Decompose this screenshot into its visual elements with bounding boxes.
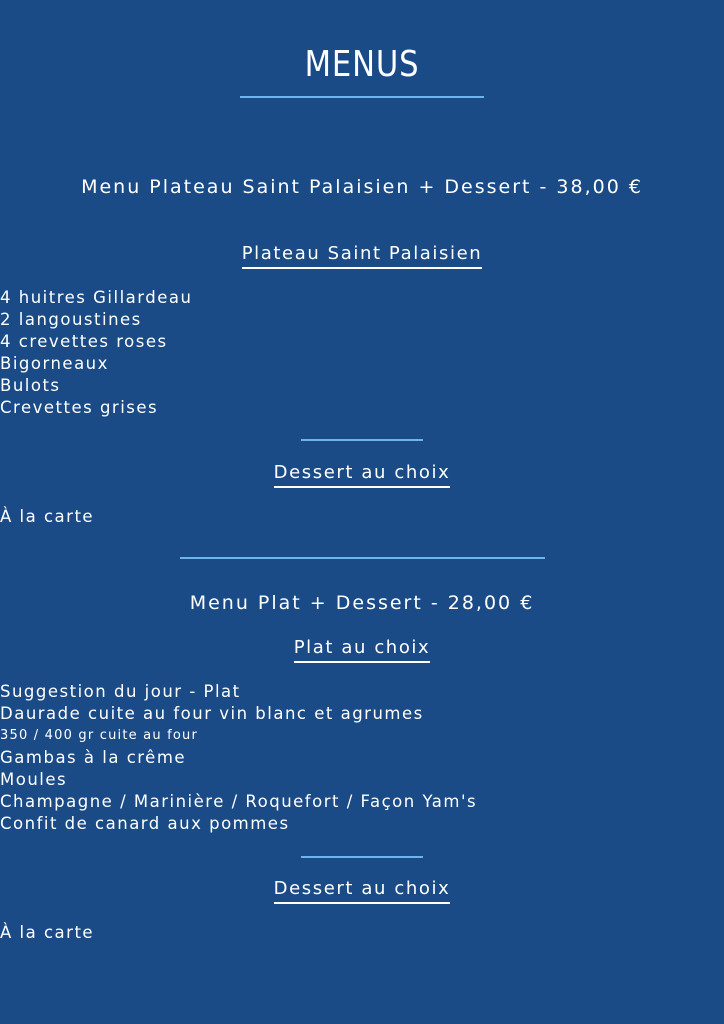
list-item: Confit de canard aux pommes	[0, 814, 290, 833]
plat-items-list	[0, 681, 724, 835]
list-item: Crevettes grises	[0, 398, 159, 417]
dessert-section-heading-2	[0, 878, 724, 899]
dessert-items-list-2	[0, 922, 724, 944]
list-item: Champagne / Marinière / Roquefort / Façon Yam's	[0, 792, 478, 811]
list-item: 4 crevettes roses	[0, 332, 168, 351]
plateau-section-heading	[0, 243, 724, 264]
plat-section-heading	[0, 637, 724, 658]
list-item: Bulots	[0, 376, 61, 395]
list-item: Moules	[0, 770, 68, 789]
plateau-items-list	[0, 287, 724, 419]
list-item: 4 huitres Gillardeau	[0, 288, 193, 307]
dessert-section-heading-text: Dessert au choix	[274, 462, 451, 488]
list-item: À la carte	[0, 923, 95, 942]
list-item: Suggestion du jour - Plat	[0, 682, 241, 701]
section-divider	[301, 856, 423, 858]
list-item: Daurade cuite au four vin blanc et agrumes	[0, 704, 424, 723]
plateau-section-heading-text: Plateau Saint Palaisien	[242, 243, 483, 269]
dessert-section-heading-text: Dessert au choix	[274, 878, 451, 904]
list-item: Gambas à la crême	[0, 748, 187, 767]
section-divider	[301, 439, 423, 441]
menu-divider	[180, 557, 545, 559]
title-underline-divider	[240, 96, 484, 98]
page-title: MENUS	[304, 44, 420, 85]
menu-plat-heading: Menu Plat + Dessert - 28,00 €	[189, 592, 535, 614]
plat-section-heading-text: Plat au choix	[294, 637, 431, 663]
list-item: 2 langoustines	[0, 310, 142, 329]
list-item: 350 / 400 gr cuite au four	[0, 728, 199, 743]
dessert-items-list-1	[0, 506, 724, 528]
dessert-section-heading-1	[0, 462, 724, 483]
list-item: Bigorneaux	[0, 354, 109, 373]
list-item: À la carte	[0, 507, 95, 526]
menu-plateau-heading: Menu Plateau Saint Palaisien + Dessert - 38,00 €	[81, 176, 643, 198]
